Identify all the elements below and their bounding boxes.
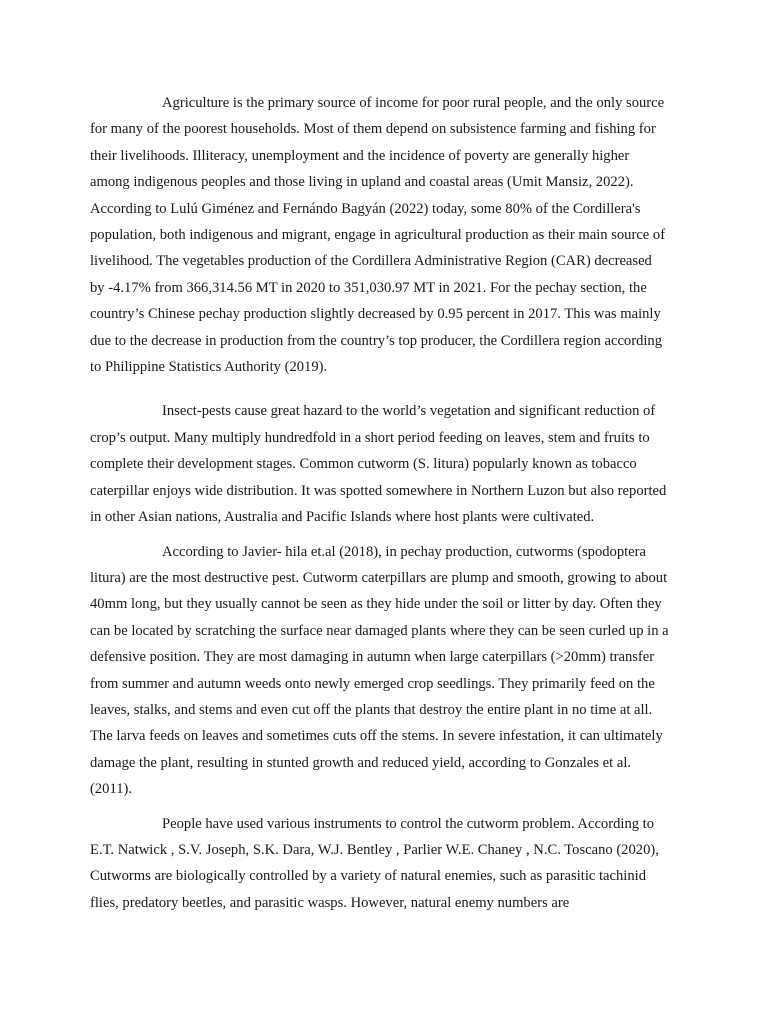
paragraph-agriculture-income: Agriculture is the primary source of income for poor rural people, and the only source for many of the poorest households. Most of them depend on subsistence farming and fishing for their livelihoods. Illiteracy, unemployment and the incidence of poverty are generally higher among indigenous peoples and those living in upland and coastal areas (Umit Mansiz, 2022). According to Lulú Giménez and Fernándo Bagyán (2022) today, some 80% of the Cordillera's population, both indigenous and migrant, engage in agricultural production as their main source of livelihood. The vegetables production of the Cordillera Administrative Region (CAR) decreased by -4.17% from 366,314.56 MT in 2020 to 351,030.97 MT in 2021. For the pechay section, the country’s Chinese pechay production slightly decreased by 0.95 percent in 2017. This was mainly due to the decrease in production from the country’s top producer, the Cordillera region according to Philippine Statistics Authority (2019). (90, 95, 666, 376)
paragraph-cutworm-control: People have used various instruments to control the cutworm problem. According to E.T. Natwick , S.V. Joseph, S.K. Dara, W.J. Bentley , Parlier W.E. Chaney , N.C. Toscano (2020), Cutworms are biologically controlled by a variety of natural enemies, such as parasitic tachinid flies, predatory beetles, and parasitic wasps. However, natural enemy numbers are (90, 815, 659, 911)
paragraph-cutworm-damage: According to Javier- hila et.al (2018), in pechay production, cutworms (spodoptera litura) are the most destructive pest. Cutworm caterpillars are plump and smooth, growing to about 40mm long, but they usually cannot be seen as they hide under the soil or litter by day. Often they can be located by scratching the surface near damaged plants where they can be seen curled up in a defensive position. They are most damaging in autumn when large caterpillars (>20mm) transfer from summer and autumn weeds onto newly emerged crop seedlings. They primarily feed on the leaves, stalks, and stems and even cut off the plants that destroy the entire plant in no time at all. The larva feeds on leaves and sometimes cuts off the stems. In severe infestation, it can ultimately damage the plant, resulting in stunted growth and reduced yield, according to Gonzales et al. (2011). (90, 543, 669, 798)
document-page (90, 90, 670, 916)
paragraph-insect-pests: Insect-pests cause great hazard to the world’s vegetation and significant reduction of crop’s output. Many multiply hundredfold in a short period feeding on leaves, stem and fruits to complete their development stages. Common cutworm (S. litura) popularly known as tobacco caterpillar enjoys wide distribution. It was spotted somewhere in Northern Luzon but also reported in other Asian nations, Australia and Pacific Islands where host plants were cultivated. (90, 403, 667, 526)
